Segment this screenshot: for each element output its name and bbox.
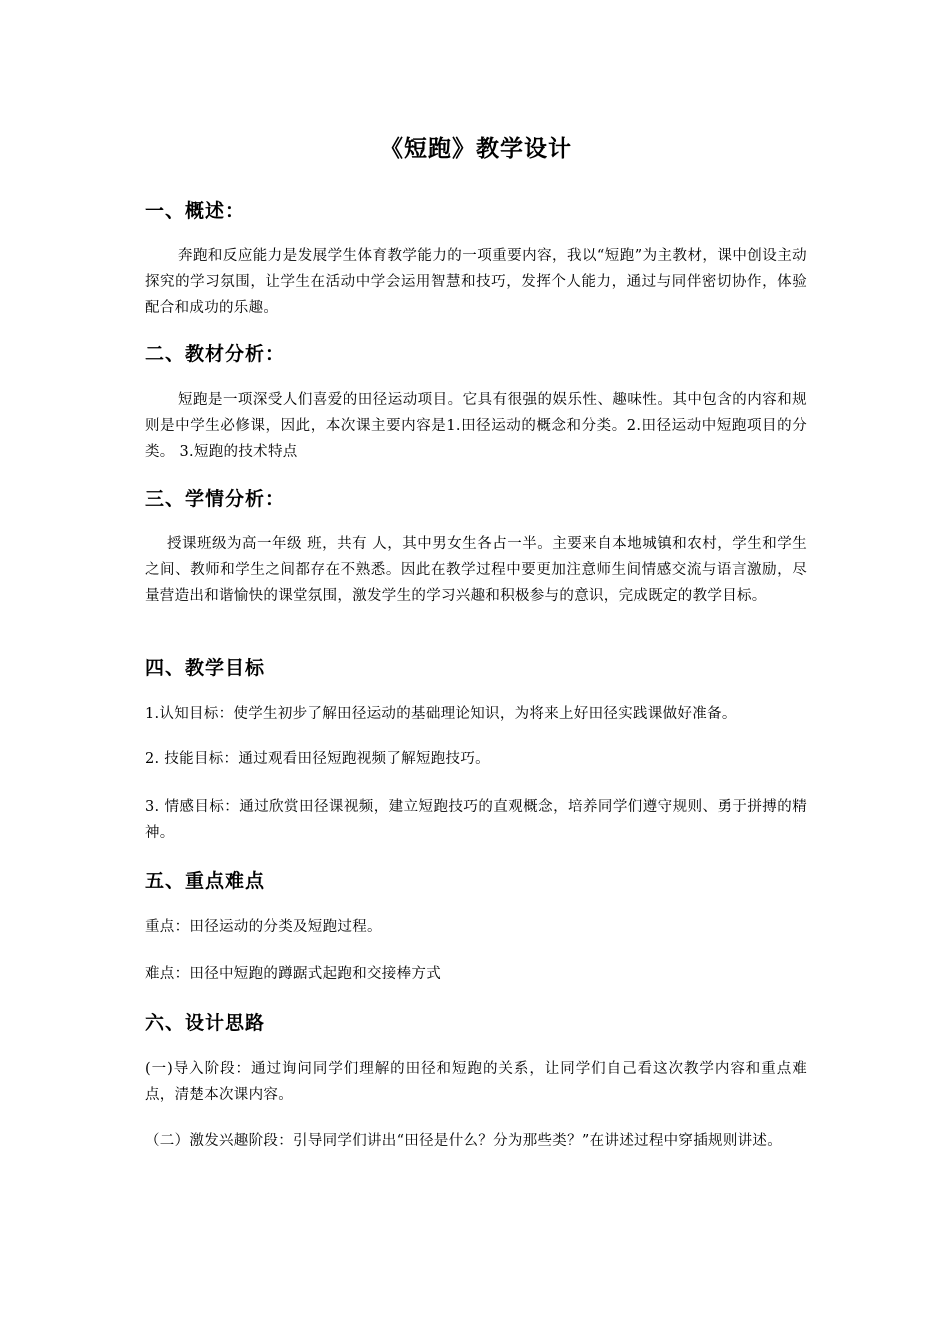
document-title: 《短跑》教学设计 (380, 136, 572, 162)
student-analysis-paragraph: 授课班级为高一年级 班，共有 人，其中男女生各占一半。主要来自本地城镇和农村，学生和学生之间、教师和学生之间都存在不熟悉。因此在教学过程中要更加注意师生间情感交流与语言激励，尽量营造出和谐愉快的课堂氛围，激发学生的学习兴趣和积极参与的意识，完成既定的教学目标。 (145, 536, 807, 604)
key-point-emphasis: 重点：田径运动的分类及短跑过程。 (145, 919, 382, 935)
section-heading-material-analysis: 二、教材分析： (145, 343, 286, 365)
objective-skill: 2. 技能目标：通过观看田径短跑视频了解短跑技巧。 (145, 751, 490, 767)
design-step-interest: （二）激发兴趣阶段：引导同学们讲出“田径是什么？分为那些类？”在讲述过程中穿插规则讲述。 (145, 1133, 783, 1149)
design-step-introduction: (一)导入阶段：通过询问同学们理解的田径和短跑的关系，让同学们自己看这次教学内容和重点难点，清楚本次课内容。 (145, 1061, 807, 1103)
overview-paragraph: 奔跑和反应能力是发展学生体育教学能力的一项重要内容，我以“短跑”为主教材，课中创设主动探究的学习氛围，让学生在活动中学会运用智慧和技巧，发挥个人能力，通过与同伴密切协作，体验配合和成功的乐趣。 (145, 248, 807, 316)
section-heading-design-approach: 六、设计思路 (145, 1012, 266, 1034)
objective-cognitive: 1.认知目标：使学生初步了解田径运动的基础理论知识，为将来上好田径实践课做好准备。 (145, 706, 737, 722)
section-heading-overview: 一、概述： (145, 200, 246, 222)
key-point-difficulty: 难点：田径中短跑的蹲踞式起跑和交接棒方式 (145, 966, 441, 982)
section-heading-student-analysis: 三、学情分析： (145, 488, 286, 510)
material-analysis-paragraph: 短跑是一项深受人们喜爱的田径运动项目。它具有很强的娱乐性、趣味性。其中包含的内容和规则是中学生必修课，因此，本次课主要内容是1.田径运动的概念和分类。2.田径运动中短跑项目的分类。 3.短跑的技术特点 (145, 392, 807, 460)
section-heading-key-points: 五、重点难点 (145, 870, 266, 892)
section-heading-teaching-objectives: 四、教学目标 (145, 657, 266, 679)
objective-emotional: 3. 情感目标：通过欣赏田径课视频，建立短跑技巧的直观概念，培养同学们遵守规则、勇于拼搏的精神。 (145, 799, 807, 841)
